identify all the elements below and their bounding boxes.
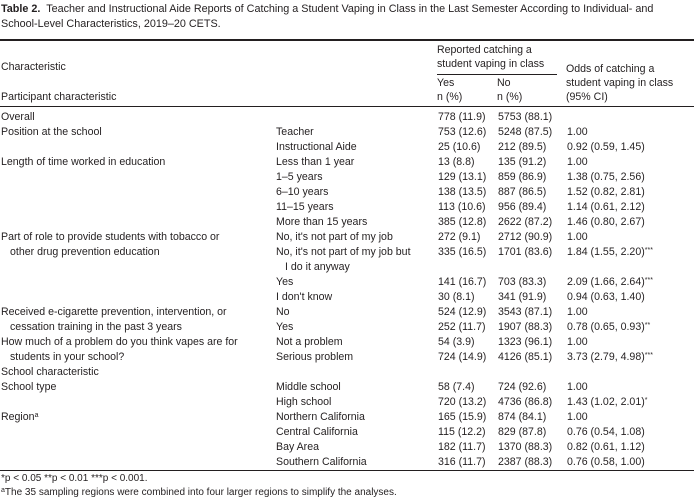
odds-cell-text: 0.92 (0.59, 1.45) bbox=[567, 141, 645, 153]
yes-cell-text: 54 (3.9) bbox=[438, 336, 475, 348]
subgroup-cell bbox=[276, 110, 438, 125]
table-row bbox=[0, 200, 694, 215]
odds-cell bbox=[567, 320, 694, 335]
odds-cell-text: 1.00 bbox=[567, 306, 588, 318]
characteristic-cell bbox=[0, 200, 276, 215]
yes-cell-text: 165 (15.9) bbox=[438, 411, 487, 423]
table-row bbox=[0, 425, 694, 440]
odds-cell-text: 1.84 (1.55, 2.20) bbox=[567, 246, 645, 258]
odds-cell bbox=[567, 395, 694, 410]
odds-cell-text: 1.00 bbox=[567, 126, 588, 138]
subgroup-cell-text: High school bbox=[276, 396, 332, 408]
characteristic-cell bbox=[0, 335, 276, 350]
subgroup-cell bbox=[276, 125, 438, 140]
yes-cell-text: 385 (12.8) bbox=[438, 216, 487, 228]
bottom-rule bbox=[0, 470, 694, 471]
subgroup-cell-text: Serious problem bbox=[276, 351, 354, 363]
odds-cell bbox=[567, 365, 694, 380]
yes-cell bbox=[438, 440, 498, 455]
footnote-region-mark: a bbox=[1, 487, 5, 494]
yes-cell-text: 30 (8.1) bbox=[438, 291, 475, 303]
subgroup-cell bbox=[276, 380, 438, 395]
yes-cell bbox=[438, 275, 498, 290]
footnote-marker: a bbox=[34, 412, 39, 419]
characteristic-cell-text: Position at the school bbox=[1, 126, 102, 138]
significance-marker: *** bbox=[644, 352, 653, 359]
header-yes: Yes bbox=[437, 77, 455, 89]
subgroup-cell bbox=[276, 365, 438, 380]
odds-cell bbox=[567, 155, 694, 170]
yes-cell-text: 778 (11.9) bbox=[438, 111, 486, 123]
no-cell-text: 135 (91.2) bbox=[498, 156, 547, 168]
table-row bbox=[0, 410, 694, 425]
odds-cell bbox=[567, 350, 694, 365]
yes-cell bbox=[438, 335, 498, 350]
yes-cell bbox=[438, 455, 498, 470]
no-cell bbox=[498, 455, 567, 470]
characteristic-cell-text: How much of a problem do you think vapes are for bbox=[1, 336, 238, 348]
characteristic-cell bbox=[0, 260, 276, 275]
no-cell bbox=[498, 290, 567, 305]
no-cell-text: 2622 (87.2) bbox=[498, 216, 553, 228]
no-cell-text: 956 (89.4) bbox=[498, 201, 547, 213]
no-cell bbox=[498, 185, 567, 200]
no-cell bbox=[498, 320, 567, 335]
characteristic-cell-text: Length of time worked in education bbox=[1, 156, 166, 168]
characteristic-cell bbox=[0, 125, 276, 140]
characteristic-cell bbox=[0, 215, 276, 230]
subgroup-cell-text: 1–5 years bbox=[276, 171, 323, 183]
table-row bbox=[0, 185, 694, 200]
no-cell-text: 212 (89.5) bbox=[498, 141, 547, 153]
table-row bbox=[0, 125, 694, 140]
no-cell bbox=[498, 395, 567, 410]
table-row bbox=[0, 245, 694, 260]
yes-cell bbox=[438, 410, 498, 425]
characteristic-cell bbox=[0, 185, 276, 200]
no-cell-text: 859 (86.9) bbox=[498, 171, 547, 183]
characteristic-cell-text: School type bbox=[1, 381, 57, 393]
yes-cell bbox=[438, 215, 498, 230]
yes-cell bbox=[438, 245, 498, 260]
odds-cell-text: 3.73 (2.79, 4.98) bbox=[567, 351, 645, 363]
significance-marker: * bbox=[644, 397, 648, 404]
table-row bbox=[0, 365, 694, 380]
yes-cell bbox=[438, 350, 498, 365]
characteristic-cell bbox=[0, 245, 276, 260]
odds-cell-text: 0.82 (0.61, 1.12) bbox=[567, 441, 645, 453]
yes-cell bbox=[438, 365, 498, 380]
no-cell bbox=[498, 155, 567, 170]
odds-cell bbox=[567, 455, 694, 470]
table-row bbox=[0, 110, 694, 125]
table-row bbox=[0, 455, 694, 470]
yes-cell bbox=[438, 425, 498, 440]
no-cell bbox=[498, 335, 567, 350]
subgroup-cell-text: Not a problem bbox=[276, 336, 343, 348]
odds-cell bbox=[567, 425, 694, 440]
no-cell bbox=[498, 170, 567, 185]
no-cell bbox=[498, 245, 567, 260]
table-row bbox=[0, 140, 694, 155]
subgroup-cell-text: Middle school bbox=[276, 381, 341, 393]
yes-cell bbox=[438, 230, 498, 245]
no-cell-text: 4126 (85.1) bbox=[498, 351, 553, 363]
yes-cell-text: 524 (12.9) bbox=[438, 306, 487, 318]
characteristic-cell bbox=[0, 170, 276, 185]
characteristic-cell-text: Overall bbox=[1, 111, 35, 123]
no-cell-text: 5248 (87.5) bbox=[498, 126, 553, 138]
no-cell-text: 724 (92.6) bbox=[498, 381, 547, 393]
characteristic-cell bbox=[0, 110, 276, 125]
no-cell-text: 4736 (86.8) bbox=[498, 396, 553, 408]
odds-cell bbox=[567, 140, 694, 155]
header-odds-line3: (95% CI) bbox=[566, 91, 608, 103]
characteristic-cell bbox=[0, 440, 276, 455]
group-underline bbox=[437, 74, 557, 75]
no-cell bbox=[498, 260, 567, 275]
yes-cell-text: 13 (8.8) bbox=[438, 156, 475, 168]
subgroup-cell-text: 6–10 years bbox=[276, 186, 329, 198]
odds-cell bbox=[567, 185, 694, 200]
table-label: Table 2. bbox=[1, 3, 41, 15]
odds-cell-text: 1.00 bbox=[567, 231, 588, 243]
characteristic-cell bbox=[0, 410, 276, 425]
characteristic-cell bbox=[0, 425, 276, 440]
odds-cell-text: 1.43 (1.02, 2.01) bbox=[567, 396, 645, 408]
odds-cell bbox=[567, 125, 694, 140]
data-table bbox=[0, 110, 694, 470]
yes-cell-text: 252 (11.7) bbox=[438, 321, 486, 333]
characteristic-cell bbox=[0, 155, 276, 170]
footnote-region bbox=[1, 486, 397, 499]
no-cell-text: 1323 (96.1) bbox=[498, 336, 553, 348]
odds-cell-text: 1.00 bbox=[567, 381, 588, 393]
odds-cell bbox=[567, 290, 694, 305]
no-cell bbox=[498, 305, 567, 320]
yes-cell bbox=[438, 200, 498, 215]
characteristic-cell-text: cessation training in the past 3 years bbox=[10, 321, 182, 333]
top-rule bbox=[0, 39, 694, 41]
subgroup-cell bbox=[276, 440, 438, 455]
header-no-unit: n (%) bbox=[497, 91, 523, 103]
characteristic-cell bbox=[0, 290, 276, 305]
subgroup-cell-text: Instructional Aide bbox=[276, 141, 357, 153]
subgroup-cell bbox=[276, 335, 438, 350]
no-cell-text: 3543 (87.1) bbox=[498, 306, 553, 318]
subgroup-cell bbox=[276, 200, 438, 215]
odds-cell-text: 1.14 (0.61, 2.12) bbox=[567, 201, 645, 213]
subgroup-cell bbox=[276, 455, 438, 470]
subgroup-cell bbox=[276, 260, 438, 275]
no-cell-text: 874 (84.1) bbox=[498, 411, 547, 423]
header-no: No bbox=[497, 77, 511, 89]
characteristic-cell-text: Received e-cigarette prevention, intervention, or bbox=[1, 306, 227, 318]
no-cell-text: 1370 (88.3) bbox=[498, 441, 553, 453]
yes-cell-text: 720 (13.2) bbox=[438, 396, 487, 408]
yes-cell bbox=[438, 260, 498, 275]
subgroup-cell bbox=[276, 185, 438, 200]
odds-cell bbox=[567, 110, 694, 125]
yes-cell-text: 58 (7.4) bbox=[438, 381, 475, 393]
header-participant: Participant characteristic bbox=[1, 91, 117, 103]
subgroup-cell bbox=[276, 320, 438, 335]
subgroup-cell bbox=[276, 275, 438, 290]
yes-cell bbox=[438, 320, 498, 335]
yes-cell-text: 138 (13.5) bbox=[438, 186, 487, 198]
header-rule bbox=[0, 106, 694, 107]
odds-cell-text: 1.46 (0.80, 2.67) bbox=[567, 216, 645, 228]
characteristic-cell bbox=[0, 320, 276, 335]
no-cell bbox=[498, 425, 567, 440]
characteristic-cell bbox=[0, 455, 276, 470]
header-odds-line2: student vaping in class bbox=[566, 77, 674, 89]
subgroup-cell-text: 11–15 years bbox=[276, 201, 334, 213]
characteristic-cell bbox=[0, 305, 276, 320]
table-row bbox=[0, 290, 694, 305]
no-cell bbox=[498, 230, 567, 245]
table-row bbox=[0, 170, 694, 185]
subgroup-cell-text: More than 15 years bbox=[276, 216, 368, 228]
table-row bbox=[0, 230, 694, 245]
odds-cell-text: 0.94 (0.63, 1.40) bbox=[567, 291, 645, 303]
no-cell bbox=[498, 125, 567, 140]
yes-cell-text: 272 (9.1) bbox=[438, 231, 481, 243]
odds-cell-text: 0.76 (0.54, 1.08) bbox=[567, 426, 645, 438]
yes-cell-text: 724 (14.9) bbox=[438, 351, 487, 363]
yes-cell bbox=[438, 395, 498, 410]
subgroup-cell bbox=[276, 230, 438, 245]
subgroup-cell bbox=[276, 410, 438, 425]
subgroup-cell bbox=[276, 305, 438, 320]
yes-cell bbox=[438, 155, 498, 170]
header-group-line2: student vaping in class bbox=[437, 58, 545, 70]
no-cell-text: 887 (86.5) bbox=[498, 186, 547, 198]
subgroup-cell-text: I don't know bbox=[276, 291, 333, 303]
subgroup-cell-text: Southern California bbox=[276, 456, 367, 468]
yes-cell-text: 316 (11.7) bbox=[438, 456, 486, 468]
subgroup-cell-text: Less than 1 year bbox=[276, 156, 355, 168]
header-odds-line1: Odds of catching a bbox=[566, 63, 655, 75]
yes-cell-text: 113 (10.6) bbox=[438, 201, 486, 213]
subgroup-cell bbox=[276, 290, 438, 305]
subgroup-cell bbox=[276, 215, 438, 230]
characteristic-cell-text: other drug prevention education bbox=[10, 246, 160, 258]
yes-cell bbox=[438, 185, 498, 200]
no-cell bbox=[498, 350, 567, 365]
no-cell bbox=[498, 365, 567, 380]
characteristic-cell bbox=[0, 275, 276, 290]
yes-cell bbox=[438, 290, 498, 305]
table-row bbox=[0, 395, 694, 410]
no-cell-text: 341 (91.9) bbox=[498, 291, 547, 303]
significance-marker: ** bbox=[644, 322, 651, 329]
characteristic-cell bbox=[0, 140, 276, 155]
significance-marker: *** bbox=[644, 247, 653, 254]
subgroup-cell-text: Northern California bbox=[276, 411, 365, 423]
subgroup-cell-text: Central California bbox=[276, 426, 358, 438]
odds-cell-text: 1.00 bbox=[567, 411, 588, 423]
subgroup-cell bbox=[276, 140, 438, 155]
yes-cell-text: 129 (13.1) bbox=[438, 171, 487, 183]
yes-cell-text: 115 (12.2) bbox=[438, 426, 486, 438]
table-row bbox=[0, 350, 694, 365]
yes-cell bbox=[438, 125, 498, 140]
table-title: Teacher and Instructional Aide Reports of Catching a Student Vaping in Class in the Last Semester According to Individual- and School-Level Characteristics, 2019–20 CETS. bbox=[1, 3, 654, 30]
subgroup-cell-text: Yes bbox=[276, 321, 294, 333]
yes-cell-text: 141 (16.7) bbox=[438, 276, 487, 288]
footnote-region-text: The 35 sampling regions were combined into four larger regions to simplify the analyses. bbox=[4, 487, 397, 498]
no-cell-text: 5753 (88.1) bbox=[498, 111, 553, 123]
header-group-line1: Reported catching a bbox=[437, 44, 532, 56]
header-yes-unit: n (%) bbox=[437, 91, 463, 103]
yes-cell bbox=[438, 110, 498, 125]
yes-cell bbox=[438, 380, 498, 395]
no-cell-text: 1701 (83.6) bbox=[498, 246, 553, 258]
no-cell bbox=[498, 140, 567, 155]
no-cell-text: 2712 (90.9) bbox=[498, 231, 553, 243]
subgroup-cell bbox=[276, 395, 438, 410]
odds-cell-text: 1.38 (0.75, 2.56) bbox=[567, 171, 645, 183]
characteristic-cell bbox=[0, 395, 276, 410]
subgroup-cell-text: No bbox=[276, 306, 290, 318]
odds-cell bbox=[567, 215, 694, 230]
subgroup-cell-text: Bay Area bbox=[276, 441, 319, 453]
odds-cell-text: 0.76 (0.58, 1.00) bbox=[567, 456, 645, 468]
odds-cell bbox=[567, 380, 694, 395]
table-row bbox=[0, 305, 694, 320]
subgroup-cell-text: Teacher bbox=[276, 126, 314, 138]
yes-cell-text: 753 (12.6) bbox=[438, 126, 487, 138]
no-cell bbox=[498, 110, 567, 125]
table-row bbox=[0, 215, 694, 230]
no-cell bbox=[498, 440, 567, 455]
header-characteristic: Characteristic bbox=[1, 61, 66, 73]
yes-cell-text: 182 (11.7) bbox=[438, 441, 486, 453]
odds-cell bbox=[567, 440, 694, 455]
odds-cell-text: 2.09 (1.66, 2.64) bbox=[567, 276, 645, 288]
subgroup-cell-text: No, it's not part of my job but bbox=[276, 246, 411, 258]
odds-cell bbox=[567, 275, 694, 290]
characteristic-cell bbox=[0, 350, 276, 365]
no-cell bbox=[498, 200, 567, 215]
odds-cell bbox=[567, 335, 694, 350]
characteristic-cell-text: students in your school? bbox=[10, 351, 125, 363]
odds-cell-text: 1.52 (0.82, 2.81) bbox=[567, 186, 645, 198]
yes-cell-text: 25 (10.6) bbox=[438, 141, 481, 153]
table-row bbox=[0, 380, 694, 395]
yes-cell bbox=[438, 305, 498, 320]
odds-cell bbox=[567, 410, 694, 425]
table-row bbox=[0, 275, 694, 290]
subgroup-cell-text: I do it anyway bbox=[285, 261, 350, 273]
characteristic-cell bbox=[0, 380, 276, 395]
table-row bbox=[0, 260, 694, 275]
subgroup-cell bbox=[276, 245, 438, 260]
characteristic-cell bbox=[0, 230, 276, 245]
subgroup-cell bbox=[276, 155, 438, 170]
odds-cell bbox=[567, 170, 694, 185]
odds-cell bbox=[567, 245, 694, 260]
no-cell bbox=[498, 380, 567, 395]
characteristic-cell-text: Region bbox=[1, 411, 35, 423]
yes-cell-text: 335 (16.5) bbox=[438, 246, 487, 258]
subgroup-cell bbox=[276, 170, 438, 185]
odds-cell-text: 0.78 (0.65, 0.93) bbox=[567, 321, 645, 333]
no-cell bbox=[498, 410, 567, 425]
significance-marker: *** bbox=[644, 277, 653, 284]
no-cell-text: 829 (87.8) bbox=[498, 426, 547, 438]
no-cell bbox=[498, 215, 567, 230]
odds-cell-text: 1.00 bbox=[567, 336, 588, 348]
table-caption bbox=[1, 2, 691, 32]
characteristic-cell-text: School characteristic bbox=[1, 366, 99, 378]
footnote-significance: *p < 0.05 **p < 0.01 ***p < 0.001. bbox=[1, 473, 148, 484]
characteristic-cell bbox=[0, 365, 276, 380]
table-row bbox=[0, 320, 694, 335]
subgroup-cell bbox=[276, 425, 438, 440]
odds-cell-text: 1.00 bbox=[567, 156, 588, 168]
subgroup-cell-text: No, it's not part of my job bbox=[276, 231, 393, 243]
table-row bbox=[0, 440, 694, 455]
table-row bbox=[0, 335, 694, 350]
characteristic-cell-text: Part of role to provide students with tobacco or bbox=[1, 231, 220, 243]
no-cell-text: 1907 (88.3) bbox=[498, 321, 553, 333]
odds-cell bbox=[567, 200, 694, 215]
odds-cell bbox=[567, 230, 694, 245]
no-cell bbox=[498, 275, 567, 290]
subgroup-cell-text: Yes bbox=[276, 276, 294, 288]
no-cell-text: 2387 (88.3) bbox=[498, 456, 553, 468]
subgroup-cell bbox=[276, 350, 438, 365]
yes-cell bbox=[438, 170, 498, 185]
yes-cell bbox=[438, 140, 498, 155]
table-row bbox=[0, 155, 694, 170]
odds-cell bbox=[567, 260, 694, 275]
odds-cell bbox=[567, 305, 694, 320]
no-cell-text: 703 (83.3) bbox=[498, 276, 547, 288]
